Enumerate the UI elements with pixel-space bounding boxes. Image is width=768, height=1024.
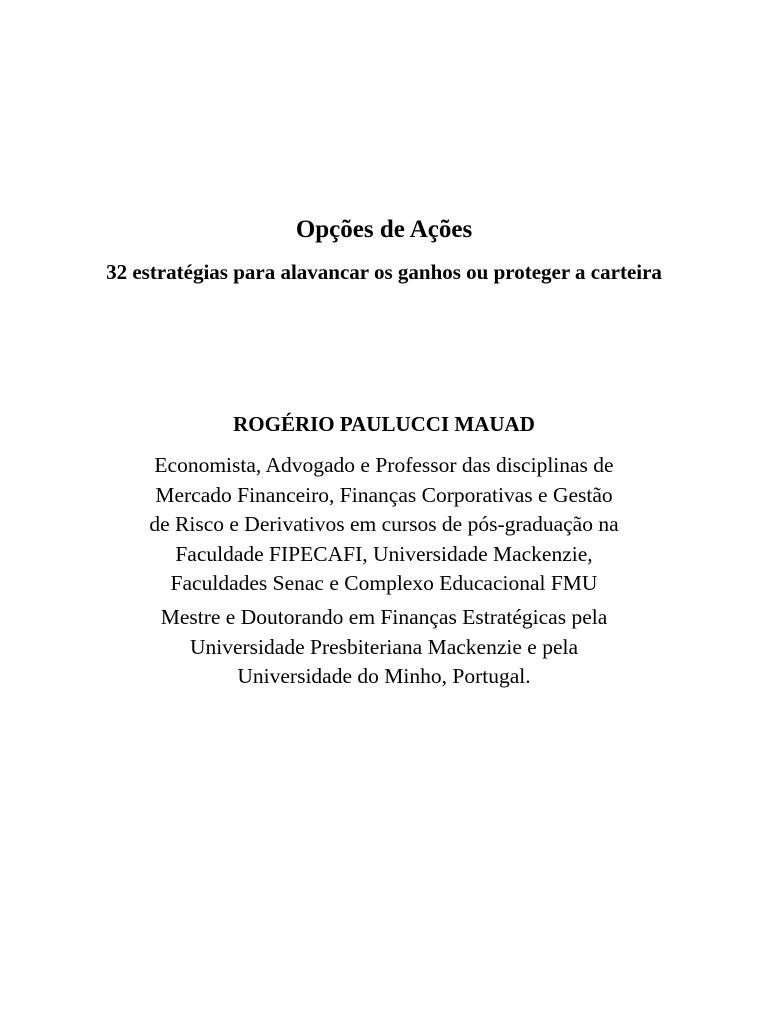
book-subtitle: 32 estratégias para alavancar os ganhos ou proteger a carteira	[106, 260, 662, 284]
author-name: ROGÉRIO PAULUCCI MAUAD	[233, 412, 535, 436]
author-degrees-line: Universidade do Minho, Portugal.	[237, 664, 531, 688]
author-degrees	[0, 603, 768, 692]
author-degrees-line: Universidade Presbiteriana Mackenzie e pela	[189, 634, 579, 659]
author-bio	[0, 451, 768, 599]
author-bio-line: Faculdades Senac e Complexo Educacional FMU	[170, 571, 598, 595]
author-bio-line: Economista, Advogado e Professor das disciplinas de	[154, 453, 614, 477]
author-degrees-line: Mestre e Doutorando em Finanças Estratégicas pela	[160, 605, 608, 629]
author-bio-line: Faculdade FIPECAFI, Universidade Mackenzie,	[175, 541, 593, 566]
book-title: Opções de Ações	[295, 216, 473, 243]
author-bio-line: Mercado Financeiro, Finanças Corporativas e Gestão	[155, 482, 613, 507]
author-bio-line: de Risco e Derivativos em cursos de pós-graduação na	[149, 512, 619, 536]
